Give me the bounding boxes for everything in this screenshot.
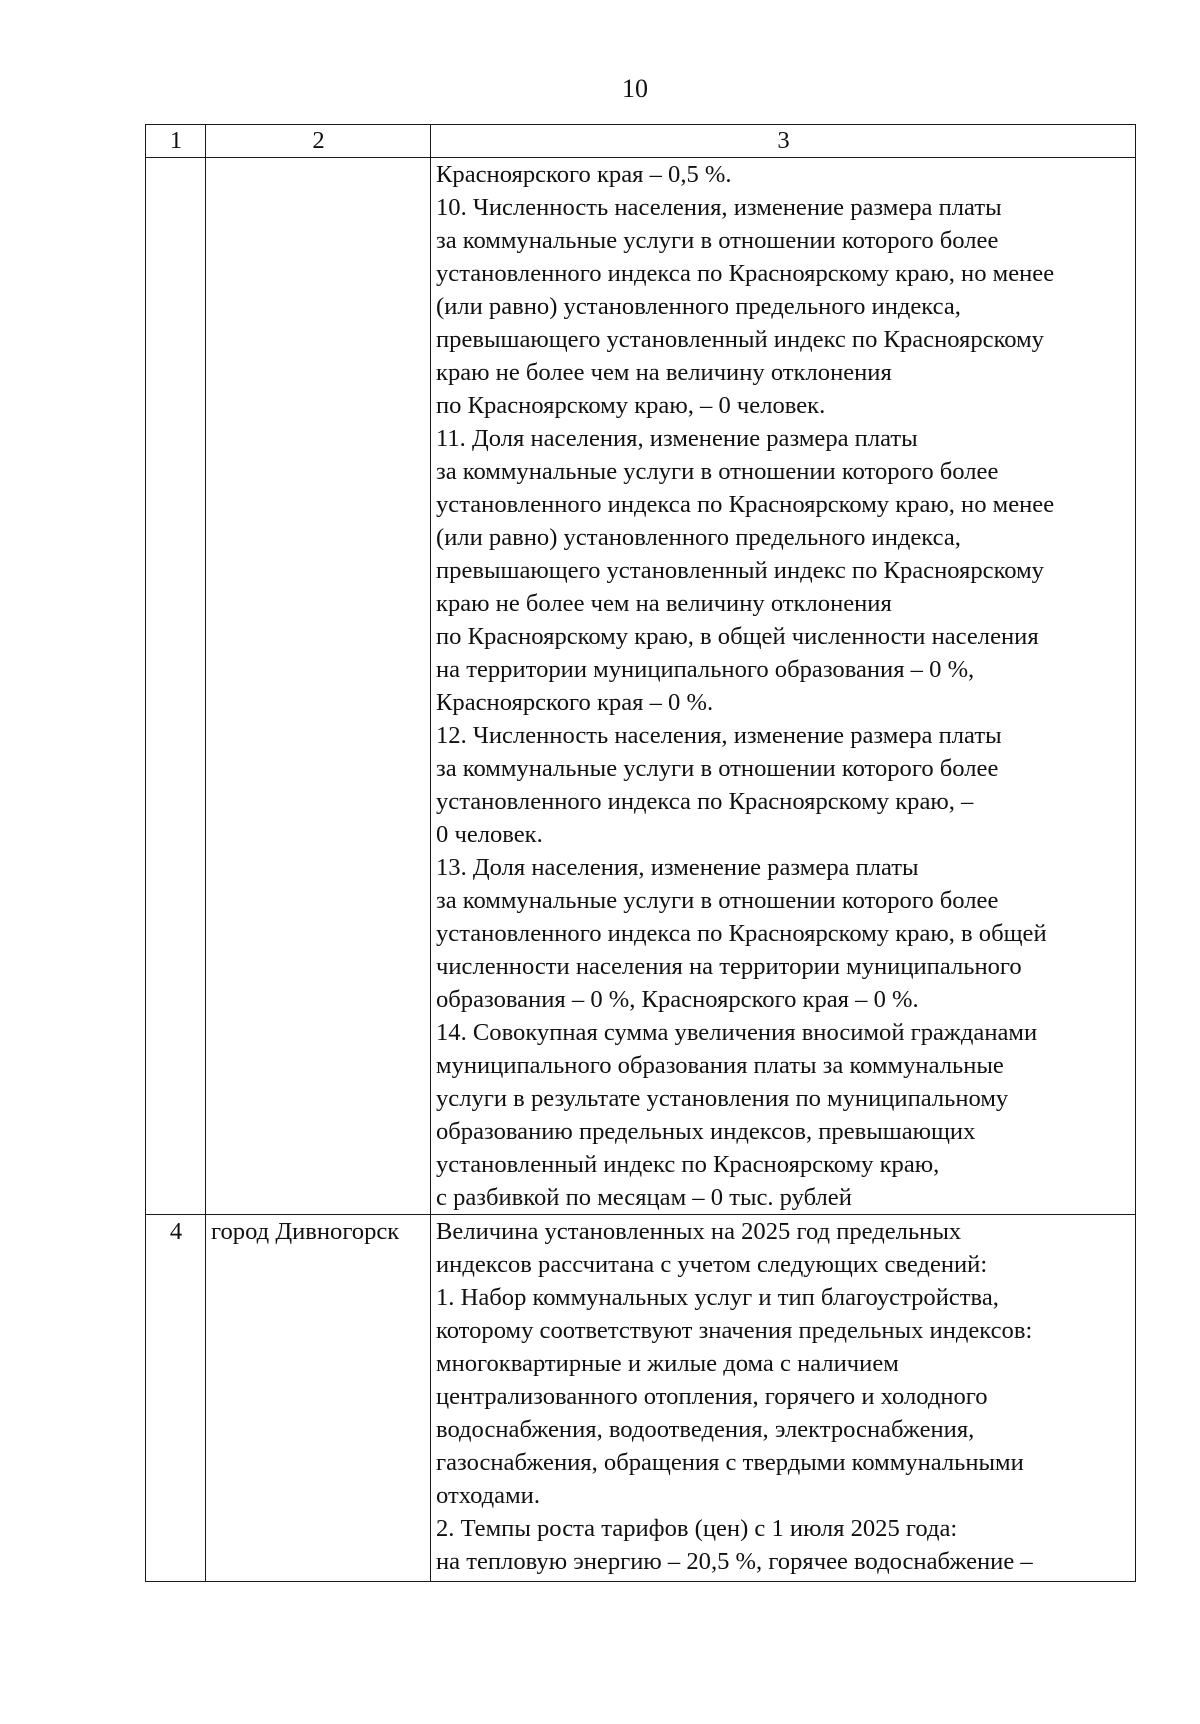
text-line: 12. Численность населения, изменение размера платы <box>436 722 1002 749</box>
text-line: Красноярского края – 0 %. <box>436 689 714 716</box>
text-line: за коммунальные услуги в отношении которого более <box>436 755 999 782</box>
row-number-cell <box>146 158 206 1215</box>
page-number: 10 <box>622 74 648 103</box>
text-line: образования – 0 %, Красноярского края – 0 %. <box>436 986 919 1013</box>
text-line: превышающего установленный индекс по Красноярскому <box>436 557 1044 584</box>
table-header-row <box>146 125 1136 158</box>
text-line: Величина установленных на 2025 год предельных <box>436 1218 962 1245</box>
text-line: (или равно) установленного предельного индекса, <box>436 524 961 551</box>
details-cell <box>431 158 1136 1215</box>
text-line: образованию предельных индексов, превышающих <box>436 1118 976 1145</box>
text-line: 10. Численность населения, изменение размера платы <box>436 194 1002 221</box>
text-line: муниципального образования платы за коммунальные <box>436 1052 1004 1079</box>
text-line: установленного индекса по Красноярскому краю, но менее <box>436 491 1055 518</box>
text-line: установленного индекса по Красноярскому краю, – <box>436 788 974 815</box>
municipality-cell <box>206 158 431 1215</box>
text-line: по Красноярскому краю, в общей численности населения <box>436 623 1039 650</box>
text-line: на тепловую энергию – 20,5 %, горячее водоснабжение – <box>436 1548 1033 1575</box>
text-line: установленного индекса по Красноярскому краю, но менее <box>436 260 1055 287</box>
text-line: Красноярского края – 0,5 %. <box>436 161 732 188</box>
text-line: за коммунальные услуги в отношении которого более <box>436 887 999 914</box>
text-line: на территории муниципального образования – 0 %, <box>436 656 975 683</box>
text-line: установленного индекса по Красноярскому краю, в общей <box>436 920 1047 947</box>
text-line: за коммунальные услуги в отношении которого более <box>436 458 999 485</box>
text-line: 13. Доля населения, изменение размера платы <box>436 854 919 881</box>
text-line: 1. Набор коммунальных услуг и тип благоустройства, <box>436 1284 999 1311</box>
text-line: с разбивкой по месяцам – 0 тыс. рублей <box>436 1184 852 1211</box>
table-row <box>146 158 1136 1215</box>
text-line: централизованного отопления, горячего и холодного <box>436 1383 988 1410</box>
text-line: краю не более чем на величину отклонения <box>436 590 892 617</box>
details-cell <box>431 1215 1136 1582</box>
text-line: за коммунальные услуги в отношении которого более <box>436 227 999 254</box>
text-line: 14. Совокупная сумма увеличения вносимой гражданами <box>436 1019 1038 1046</box>
text-line: услуги в результате установления по муниципальному <box>436 1085 1009 1112</box>
text-line: 11. Доля населения, изменение размера платы <box>436 425 918 452</box>
text-line: газоснабжения, обращения с твердыми коммунальными <box>436 1449 1024 1476</box>
indices-table <box>145 124 1136 1582</box>
text-line: 2. Темпы роста тарифов (цен) с 1 июля 2025 года: <box>436 1515 958 1542</box>
text-line: отходами. <box>436 1482 540 1509</box>
text-line: превышающего установленный индекс по Красноярскому <box>436 326 1044 353</box>
text-line: индексов рассчитана с учетом следующих сведений: <box>436 1251 988 1278</box>
text-line: многоквартирные и жилые дома с наличием <box>436 1350 899 1377</box>
column-header-2: 2 <box>206 125 431 158</box>
text-line: численности населения на территории муниципального <box>436 953 1022 980</box>
text-line: 0 человек. <box>436 821 543 848</box>
text-line: которому соответствуют значения предельных индексов: <box>436 1317 1033 1344</box>
text-line: (или равно) установленного предельного индекса, <box>436 293 961 320</box>
column-header-1: 1 <box>146 125 206 158</box>
column-header-3: 3 <box>431 125 1136 158</box>
text-line: водоснабжения, водоотведения, электроснабжения, <box>436 1416 975 1443</box>
text-line: по Красноярскому краю, – 0 человек. <box>436 392 826 419</box>
table-row <box>146 1215 1136 1582</box>
row-number-cell: 4 <box>146 1215 206 1582</box>
municipality-cell: город Дивногорск <box>206 1215 431 1582</box>
text-line: краю не более чем на величину отклонения <box>436 359 892 386</box>
text-line: установленный индекс по Красноярскому краю, <box>436 1151 940 1178</box>
